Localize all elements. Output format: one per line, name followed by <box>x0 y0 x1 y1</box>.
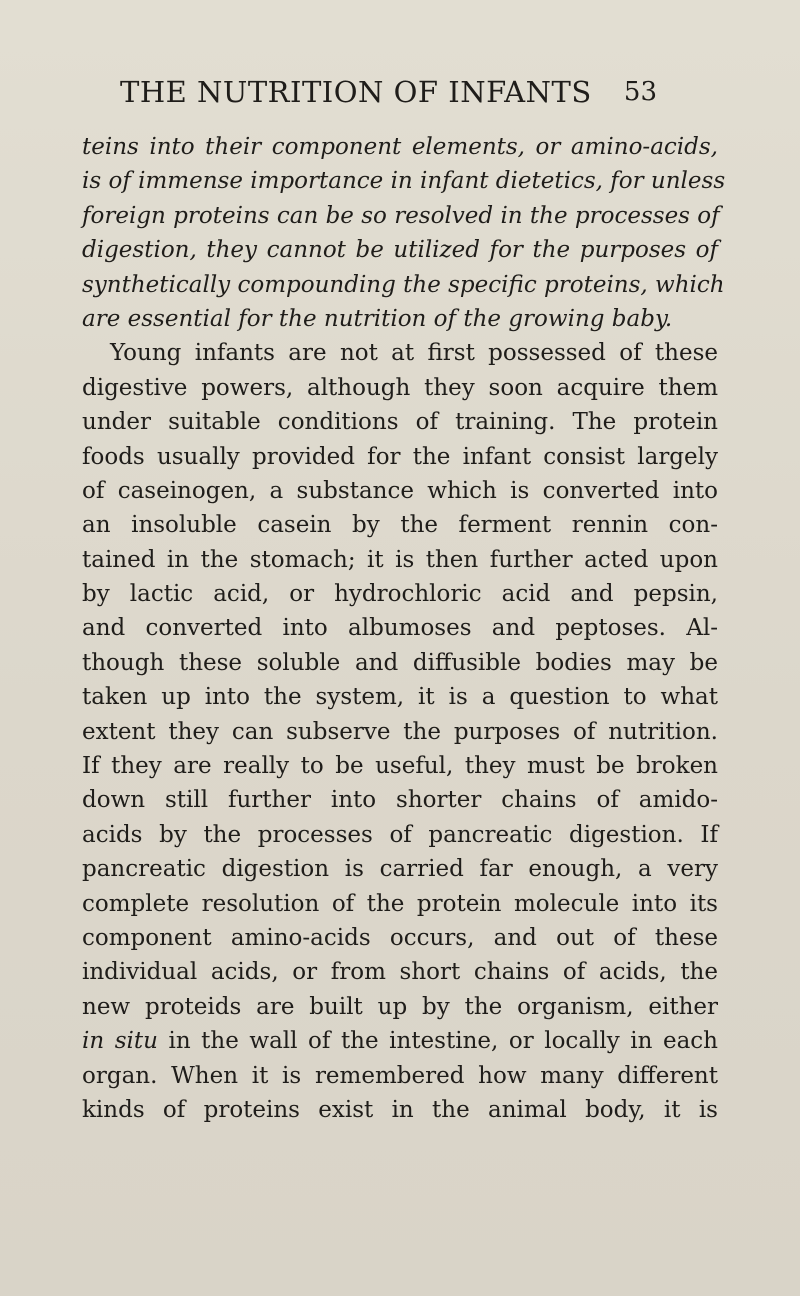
text-line <box>82 474 718 508</box>
italic-text: in situ <box>82 1028 158 1055</box>
text-run: under suitable conditions of training. The protein <box>82 409 718 436</box>
text-line <box>82 405 718 439</box>
text-run: by lactic acid, or hydrochloric acid and pepsin, <box>82 581 718 608</box>
text-run: pancreatic digestion is carried far enough, a very <box>82 856 718 883</box>
text-line <box>82 577 718 611</box>
text-line <box>82 783 718 817</box>
text-line <box>82 268 725 302</box>
text-line <box>82 715 718 749</box>
text-run: individual acids, or from short chains of acids, the <box>82 959 718 986</box>
text-line <box>82 508 718 542</box>
italic-text: foreign proteins can be so resolved in the processes of <box>82 202 720 229</box>
text-line <box>82 336 718 370</box>
text-line <box>82 164 726 198</box>
text-run: If they are really to be useful, they must be broken <box>82 753 718 780</box>
text-line <box>82 440 718 474</box>
italic-text: synthetically compounding the specific proteins, which <box>82 271 725 298</box>
text-run: new proteids are built up by the organism, either <box>82 993 718 1020</box>
text-run: of caseinogen, a substance which is converted into <box>82 477 718 504</box>
italic-text: is of immense importance in infant dietetics, for unless <box>82 168 726 195</box>
text-line <box>82 302 718 336</box>
text-run: kinds of proteins exist in the animal body, it is <box>82 1096 718 1123</box>
text-line <box>82 543 718 577</box>
text-line <box>82 1059 718 1093</box>
text-run: digestive powers, although they soon acquire them <box>82 374 718 401</box>
text-line <box>82 955 718 989</box>
text-line <box>82 1024 718 1058</box>
text-run: tained in the stomach; it is then further acted upon <box>82 546 718 573</box>
page-header <box>0 72 800 112</box>
italic-text: are essential for the nutrition of the growing baby. <box>82 305 673 332</box>
text-run: Young infants are not at first possessed of these <box>110 340 718 367</box>
text-run: taken up into the system, it is a question to what <box>82 684 718 711</box>
text-run: and converted into albumoses and peptoses. Al- <box>82 615 718 642</box>
text-line <box>82 990 718 1024</box>
text-line <box>82 887 718 921</box>
text-line <box>82 611 718 645</box>
text-line <box>82 1093 718 1127</box>
text-run: down still further into shorter chains of amido- <box>82 787 718 814</box>
text-line <box>82 233 718 267</box>
page-number: 53 <box>623 77 657 107</box>
text-run: foods usually provided for the infant consist largely <box>82 443 718 470</box>
body-text <box>82 130 726 1127</box>
text-run: though these soluble and diffusible bodies may be <box>82 649 718 676</box>
italic-text: teins into their component elements, or amino-acids, <box>82 134 718 160</box>
text-run: complete resolution of the protein molecule into its <box>82 890 718 917</box>
text-line <box>82 921 718 955</box>
italic-text: digestion, they cannot be utilized for the purposes of <box>82 237 718 264</box>
text-run: extent they can subserve the purposes of nutrition. <box>82 718 718 745</box>
text-line <box>82 371 718 405</box>
text-run: organ. When it is remembered how many different <box>82 1062 718 1089</box>
text-line <box>82 852 718 886</box>
text-run: acids by the processes of pancreatic digestion. If <box>82 821 718 848</box>
text-line <box>82 680 718 714</box>
text-run: component amino-acids occurs, and out of these <box>82 924 718 951</box>
text-line <box>82 199 718 233</box>
text-line <box>82 749 718 783</box>
text-run: in the wall of the intestine, or locally in each <box>157 1028 719 1055</box>
running-title: THE NUTRITION OF INFANTS <box>120 75 592 109</box>
text-line <box>82 130 718 164</box>
text-line <box>82 646 718 680</box>
text-line <box>82 818 718 852</box>
text-run: an insoluble casein by the ferment rennin con- <box>82 512 718 539</box>
